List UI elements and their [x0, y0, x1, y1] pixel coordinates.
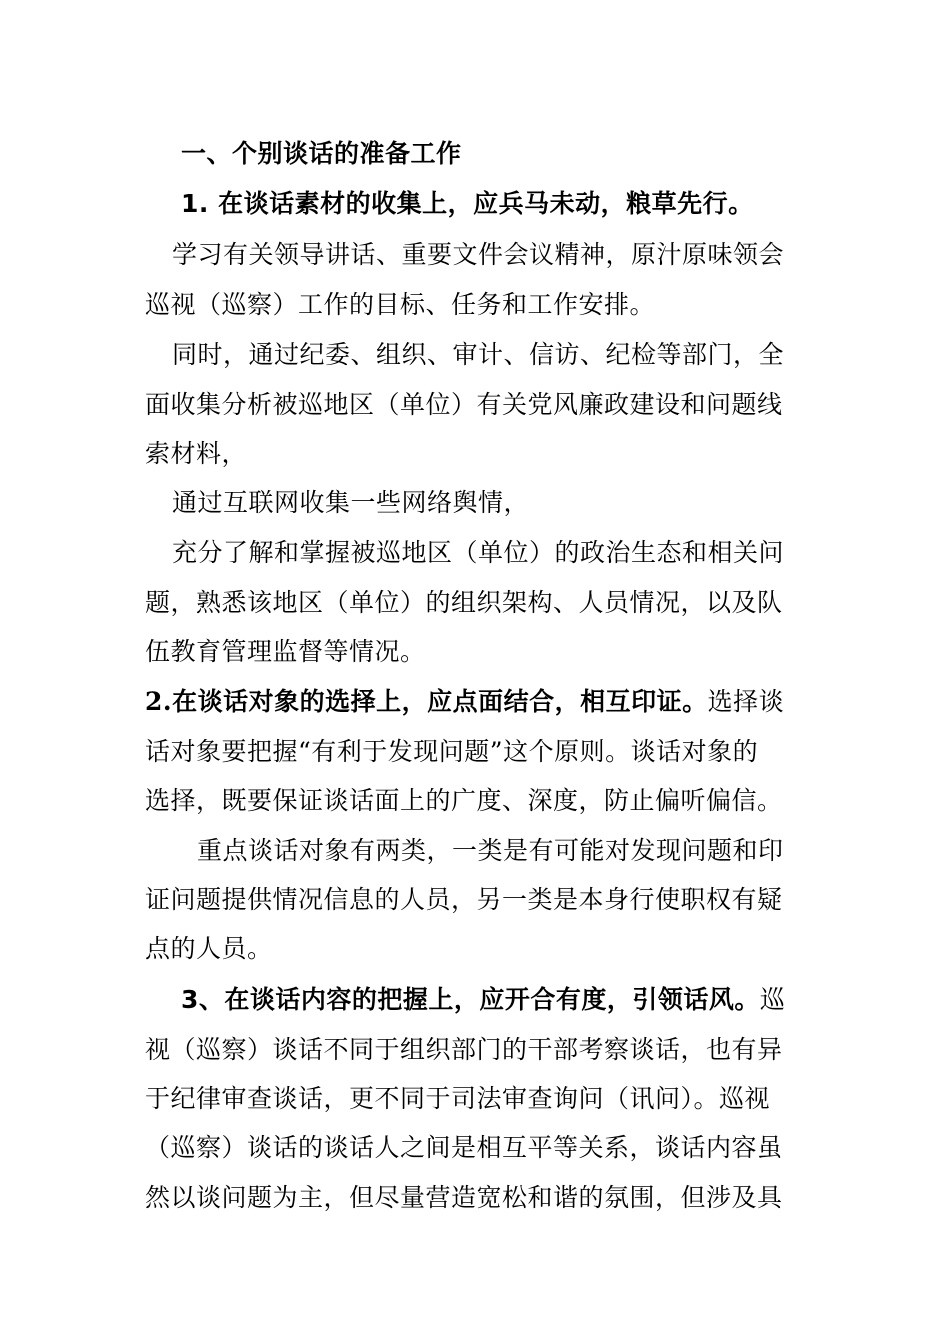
paragraph-line: 点的人员。: [145, 934, 273, 963]
paragraph-line: 同时，通过纪委、组织、审计、信访、纪检等部门，全: [172, 340, 785, 369]
paragraph-line: 然以谈问题为主，但尽量营造宽松和谐的氛围，但涉及具: [145, 1183, 783, 1212]
section1-title: [181, 187, 754, 221]
section-heading: 一、个别谈话的准备工作: [181, 139, 462, 168]
paragraph-line: 题，熟悉该地区（单位）的组织架构、人员情况，以及队: [145, 588, 783, 617]
paragraph-line: 巡视（巡察）工作的目标、任务和工作安排。: [145, 290, 656, 319]
section2-title: [145, 685, 784, 719]
paragraph-line: 话对象要把握“有利于发现问题”这个原则。谈话对象的: [145, 737, 759, 766]
paragraph-line: 面收集分析被巡地区（单位）有关党风廉政建设和问题线: [145, 390, 783, 419]
paragraph-line: 选择，既要保证谈话面上的广度、深度，防止偏听偏信。: [145, 786, 783, 815]
section1-title-text: 1. 在谈话素材的收集上，应兵马未动，粮草先行。: [181, 189, 754, 218]
paragraph-line: 通过互联网收集一些网络舆情，: [172, 488, 530, 517]
paragraph-line: 学习有关领导讲话、重要文件会议精神，原汁原味领会: [172, 240, 785, 269]
paragraph-line: （巡察）谈话的谈话人之间是相互平等关系，谈话内容虽: [145, 1133, 783, 1162]
section3-title-tail: 巡: [759, 985, 786, 1014]
paragraph-line: 索材料，: [145, 439, 248, 468]
section2-title-number: 2.: [145, 687, 173, 716]
section3-title-text: 3、在谈话内容的把握上，应开合有度，引领话风。: [181, 985, 760, 1014]
paragraph-line: 重点谈话对象有两类，一类是有可能对发现问题和印: [197, 836, 784, 865]
paragraph-line: 充分了解和掌握被巡地区（单位）的政治生态和相关问: [172, 538, 785, 567]
paragraph-line: 伍教育管理监督等情况。: [145, 637, 426, 666]
section3-title: [181, 983, 785, 1017]
section2-title-tail: 选择谈: [707, 687, 785, 716]
paragraph-line: 视（巡察）谈话不同于组织部门的干部考察谈话，也有异: [145, 1035, 783, 1064]
paragraph-line: 证问题提供情况信息的人员，另一类是本身行使职权有疑: [145, 885, 783, 914]
paragraph-line: 于纪律审查谈话，更不同于司法审查询问（讯问）。巡视: [145, 1084, 771, 1113]
section2-title-text: 在谈话对象的选择上，应点面结合，相互印证。: [172, 687, 708, 716]
